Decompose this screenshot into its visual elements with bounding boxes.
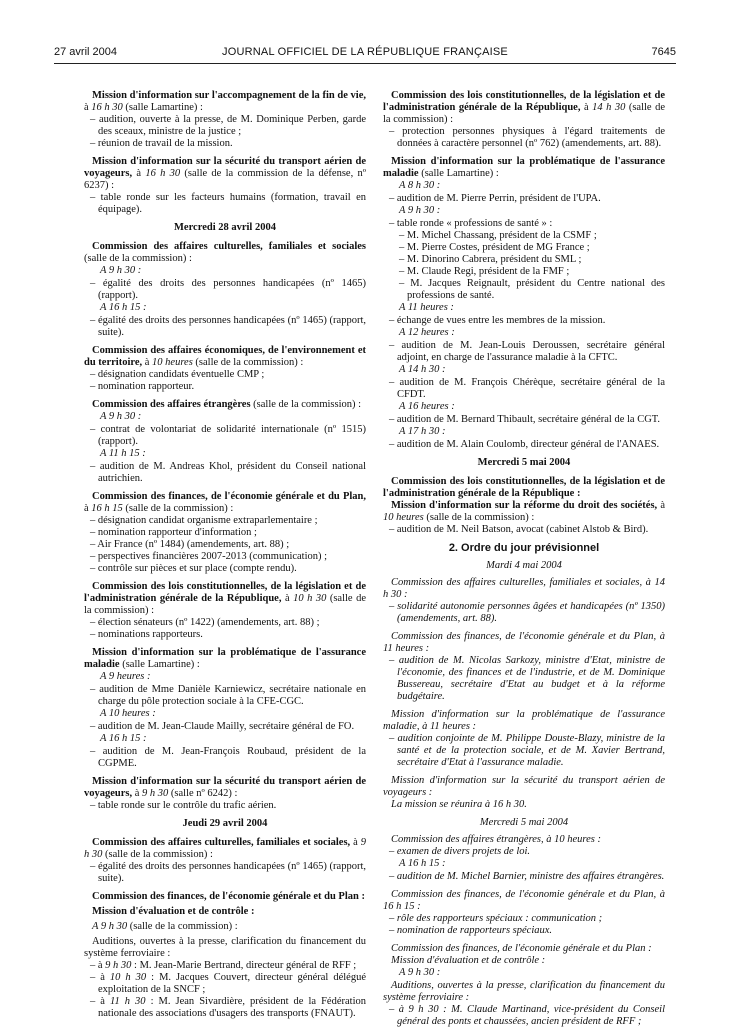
list-item: – table ronde sur les facteurs humains (formation, travail en équipage). [90, 192, 366, 215]
list-item: – à 11 h 30 : M. Jean Sivardière, président de la Fédération nationale des associations d'usagers des transports (FNAUT). [90, 996, 366, 1019]
list-item: – audition de Mme Danièle Karniewicz, secrétaire nationale en charge du pôle protection sociale à la CFE-CGC. [90, 684, 366, 707]
entry-transport-aerien: Mission d'information sur la sécurité du transport aérien de voyageurs, à 16 h 30 (salle de la commission de la défense, nº 6237) : – table ronde sur les facteurs humains (formation, travail en équipage). [84, 156, 366, 215]
day-heading: Mercredi 5 mai 2004 [477, 457, 571, 468]
list-item: – audition de M. François Chérèque, secrétaire général de la CFDT. [389, 377, 665, 400]
entry-prev-finances-2: Commission des finances, de l'économie générale et du Plan, à 16 h 15 : – rôle des rapporteurs spéciaux : communication ; – nomination de rapporteurs spéciaux. [383, 889, 665, 936]
list-item: – table ronde « professions de santé » : [389, 218, 553, 229]
list-item: – M. Jacques Reignault, président du Centre national des professions de santé. [399, 278, 665, 301]
list-item: – à 10 h 30 : M. Jacques Couvert, directeur général délégué exploitation de la SNCF ; [90, 972, 366, 995]
header-title: JOURNAL OFFICIEL DE LA RÉPUBLIQUE FRANÇAISE [222, 46, 508, 58]
day-heading: Mardi 4 mai 2004 [486, 560, 562, 571]
list-item: – perspectives financières 2007-2013 (communication) ; [90, 551, 328, 562]
list-item: – réunion de travail de la mission. [90, 138, 233, 149]
list-item: – M. Pierre Costes, président de MG France ; [399, 242, 590, 253]
left-column [84, 90, 366, 1026]
list-item: – audition de M. Alain Coulomb, directeur général de l'ANAES. [389, 439, 660, 450]
entry-affaires-culturelles: Commission des affaires culturelles, familiales et sociales (salle de la commission) : A 9 h 30 : – égalité des droits des personnes handicapées (nº 1465) (rapport). A 16 h 15 : – égalité des droits des personnes handicapées (nº 1465) (rapport, suite). [84, 241, 366, 338]
list-item: – audition de M. Andreas Khol, président du Conseil national autrichien. [90, 461, 366, 484]
entry-affaires-etrangeres: Commission des affaires étrangères (salle de la commission) : A 9 h 30 : – contrat de volontariat de solidarité internationale (nº 1515) (rapport). A 11 h 15 : – audition de M. Andreas Khol, président du Conseil national autrichien. [84, 399, 366, 485]
entry-affaires-culturelles-jeudi: Commission des affaires culturelles, familiales et sociales, à 9 h 30 (salle de la commission) : – égalité des droits des personnes handicapées (nº 1465) (rapport, suite). [84, 837, 366, 884]
list-item: – désignation candidat organisme extraparlementaire ; [90, 515, 318, 526]
list-item: – rôle des rapporteurs spéciaux : communication ; [389, 913, 603, 924]
header-date: 27 avril 2004 [54, 46, 117, 58]
entry-prev-assurance: Mission d'information sur la problématique de l'assurance maladie, à 11 heures : – audition conjointe de M. Philippe Douste-Blazy, ministre de la santé et de la protection sociale, et de M. Xavier Bertrand, secrétaire d'Etat à l'assurance maladie. [383, 709, 665, 768]
entry-lois-constitutionnelles: Commission des lois constitutionnelles, de la législation et de l'administration générale de la République, à 10 h 30 (salle de la commission) : – élection sénateurs (nº 1422) (amendements, art. 88) ; – nominations rapporteurs. [84, 581, 366, 640]
entry-fin-de-vie: Mission d'information sur l'accompagnement de la fin de vie, à 16 h 30 (salle Lamartine) : – audition, ouverte à la presse, de M. Dominique Perben, garde des sceaux, ministre de la justice ; – réunion de travail de la mission. [84, 90, 366, 149]
list-item: – examen de divers projets de loi. [389, 846, 531, 857]
day-heading: Mercredi 28 avril 2004 [174, 222, 276, 233]
list-item: – égalité des droits des personnes handicapées (nº 1465) (rapport, suite). [90, 315, 366, 338]
list-item: – échange de vues entre les membres de la mission. [389, 315, 606, 326]
entry-finances: Commission des finances, de l'économie générale et du Plan, à 16 h 15 (salle de la commission) : – désignation candidat organisme extraparlementaire ; – nomination rapporteur d'information ; – Air France (nº 1484) (amendements, art. 88) ; – perspectives financières 2007-2013 (communication) ; – contrôle sur pièces et sur place (compte rendu). [84, 491, 366, 574]
list-item: – audition conjointe de M. Philippe Douste-Blazy, ministre de la santé et de la protection sociale, et de M. Xavier Bertrand, secrétaire d'Etat à l'assurance maladie. [389, 733, 665, 768]
entry-assurance-maladie-r: Mission d'information sur la problématique de l'assurance maladie (salle Lamartine) : A 8 h 30 : – audition de M. Pierre Perrin, président de l'UPA. A 9 h 30 : – table ronde « professions de santé » : – M. Michel Chassang, président de la CSMF ; – M. Pierre Costes, président de MG France ; – M. Dinorino Cabrera, président du SML ; – M. Claude Regi, président de la FMF ; – M. Jacques Reignault, président du Centre national des professions de santé. A 11 heures : – échange de vues entre les membres de la mission. A 12 heures : – audition de M. Jean-Louis Deroussen, secrétaire général adjoint, en charge de l'assurance maladie à la CFTC. A 14 h 30 : – audition de M. François Chérèque, secrétaire général de la CFDT. A 16 heures : – audition de M. Bernard Thibault, secrétaire général de la CGT. A 17 h 30 : – audition de M. Alain Coulomb, directeur général de l'ANAES. [383, 156, 665, 450]
list-item: – audition de M. Jean-Louis Deroussen, secrétaire général adjoint, en charge de l'assurance maladie à la CFTC. [389, 340, 665, 363]
list-item: – audition, ouverte à la presse, de M. Dominique Perben, garde des sceaux, ministre de la justice ; [90, 114, 366, 137]
section-heading: 2. Ordre du jour prévisionnel [448, 542, 600, 554]
list-item: – nomination rapporteur d'information ; [90, 527, 257, 538]
day-heading: Mercredi 5 mai 2004 [479, 817, 569, 828]
list-item: – M. Dinorino Cabrera, président du SML ; [399, 254, 582, 265]
list-item: – désignation candidats éventuelle CMP ; [90, 369, 265, 380]
entry-reforme-societes: Commission des lois constitutionnelles, de la législation et de l'administration générale de la République : Mission d'information sur la réforme du droit des sociétés, à 10 heures (salle de la commission) : – audition de M. Neil Batson, avocat (cabinet Alstob & Bird). [383, 476, 665, 535]
list-item: – nomination rapporteur. [90, 381, 195, 392]
entry-lois-constitutionnelles-r: Commission des lois constitutionnelles, de la législation et de l'administration générale de la République, à 14 h 30 (salle de la commission) : – protection personnes physiques à l'égard traitements de données à caractère personnel (nº 762) (amendements, art. 88). [383, 90, 665, 149]
entry-prev-transport: Mission d'information sur la sécurité du transport aérien de voyageurs : La mission se réunira à 16 h 30. [383, 775, 665, 810]
list-item: – égalité des droits des personnes handicapées (nº 1465) (rapport, suite). [90, 861, 366, 884]
list-item: – nominations rapporteurs. [90, 629, 203, 640]
entry-prev-culturelles: Commission des affaires culturelles, familiales et sociales, à 14 h 30 : – solidarité autonomie personnes âgées et handicapées (nº 1350) (amendements, art. 88). [383, 577, 665, 624]
entry-prev-etrangeres: Commission des affaires étrangères, à 10 heures : – examen de divers projets de loi. A 16 h 15 : – audition de M. Michel Barnier, ministre des affaires étrangères. [383, 834, 665, 883]
header-page-number: 7645 [651, 46, 676, 58]
list-item: – audition de M. Jean-Claude Mailly, secrétaire général de FO. [90, 721, 355, 732]
entry-prev-mec: Commission des finances, de l'économie générale et du Plan : Mission d'évaluation et de contrôle : A 9 h 30 : Auditions, ouvertes à la presse, clarification du financement du système ferroviaire : – à 9 h 30 : M. Claude Martinand, vice-président du Conseil général des ponts et chaussées, ancien président de RFF ; [383, 943, 665, 1027]
right-column [383, 90, 665, 1034]
page-header [54, 46, 676, 62]
list-item: – contrat de volontariat de solidarité internationale (nº 1515) (rapport). [90, 424, 366, 447]
list-item: – table ronde sur le contrôle du trafic aérien. [90, 800, 277, 811]
list-item: – élection sénateurs (nº 1422) (amendements, art. 88) ; [90, 617, 320, 628]
list-item: – à 9 h 30 : M. Jean-Marie Bertrand, directeur général de RFF ; [90, 960, 357, 971]
list-item: – égalité des droits des personnes handicapées (nº 1465) (rapport). [90, 278, 366, 301]
list-item: – à 9 h 30 : M. Claude Martinand, vice-président du Conseil général des ponts et chaussées, ancien président de RFF ; [389, 1004, 665, 1027]
entry-mission-evaluation: Commission des finances, de l'économie générale et du Plan : Mission d'évaluation et de contrôle : A 9 h 30 (salle de la commission) : Auditions, ouvertes à la presse, clarification du financement du système ferroviaire : – à 9 h 30 : M. Jean-Marie Bertrand, directeur général de RFF ; – à 10 h 30 : M. Jacques Couvert, directeur général délégué exploitation de la SNCF ; – à 11 h 30 : M. Jean Sivardière, président de la Fédération nationale des associations d'usagers des transports (FNAUT). [84, 891, 366, 1019]
list-item: – M. Claude Regi, président de la FMF ; [399, 266, 570, 277]
header-rule [54, 63, 676, 64]
list-item: – audition de M. Michel Barnier, ministre des affaires étrangères. [389, 871, 665, 882]
list-item: – M. Michel Chassang, président de la CSMF ; [399, 230, 597, 241]
list-item: – audition de M. Bernard Thibault, secrétaire général de la CGT. [389, 414, 661, 425]
entry-transport-aerien-2: Mission d'information sur la sécurité du transport aérien de voyageurs, à 9 h 30 (salle nº 6242) : – table ronde sur le contrôle du trafic aérien. [84, 776, 366, 811]
list-item: – audition de M. Jean-François Roubaud, président de la CGPME. [90, 746, 366, 769]
list-item: – audition de M. Nicolas Sarkozy, ministre d'Etat, ministre de l'économie, des finances et de l'industrie, et de M. Dominique Bussereau, secrétaire d'Etat au budget et à la réforme budgétaire. [389, 655, 665, 702]
list-item: – audition de M. Neil Batson, avocat (cabinet Alstob & Bird). [389, 524, 649, 535]
entry-prev-finances: Commission des finances, de l'économie générale et du Plan, à 11 heures : – audition de M. Nicolas Sarkozy, ministre d'Etat, ministre de l'économie, des finances et de l'industrie, et de M. Dominique Bussereau, secrétaire d'Etat au budget et à la réforme budgétaire. [383, 631, 665, 702]
list-item: – contrôle sur pièces et sur place (compte rendu). [90, 563, 297, 574]
day-heading: Jeudi 29 avril 2004 [182, 818, 268, 829]
list-item: – solidarité autonomie personnes âgées et handicapées (nº 1350) (amendements, art. 88). [389, 601, 665, 624]
list-item: – nomination de rapporteurs spéciaux. [389, 925, 553, 936]
list-item: – Air France (nº 1484) (amendements, art. 88) ; [90, 539, 290, 550]
entry-affaires-economiques: Commission des affaires économiques, de l'environnement et du territoire, à 10 heures (salle de la commission) : – désignation candidats éventuelle CMP ; – nomination rapporteur. [84, 345, 366, 392]
list-item: – protection personnes physiques à l'égard traitements de données à caractère personnel (nº 762) (amendements, art. 88). [389, 126, 665, 149]
list-item: – audition de M. Pierre Perrin, président de l'UPA. [389, 193, 601, 204]
entry-assurance-maladie: Mission d'information sur la problématique de l'assurance maladie (salle Lamartine) : A 9 heures : – audition de Mme Danièle Karniewicz, secrétaire nationale en charge du pôle protection sociale à la CFE-CGC. A 10 heures : – audition de M. Jean-Claude Mailly, secrétaire général de FO. A 16 h 15 : – audition de M. Jean-François Roubaud, président de la CGPME. [84, 647, 366, 769]
